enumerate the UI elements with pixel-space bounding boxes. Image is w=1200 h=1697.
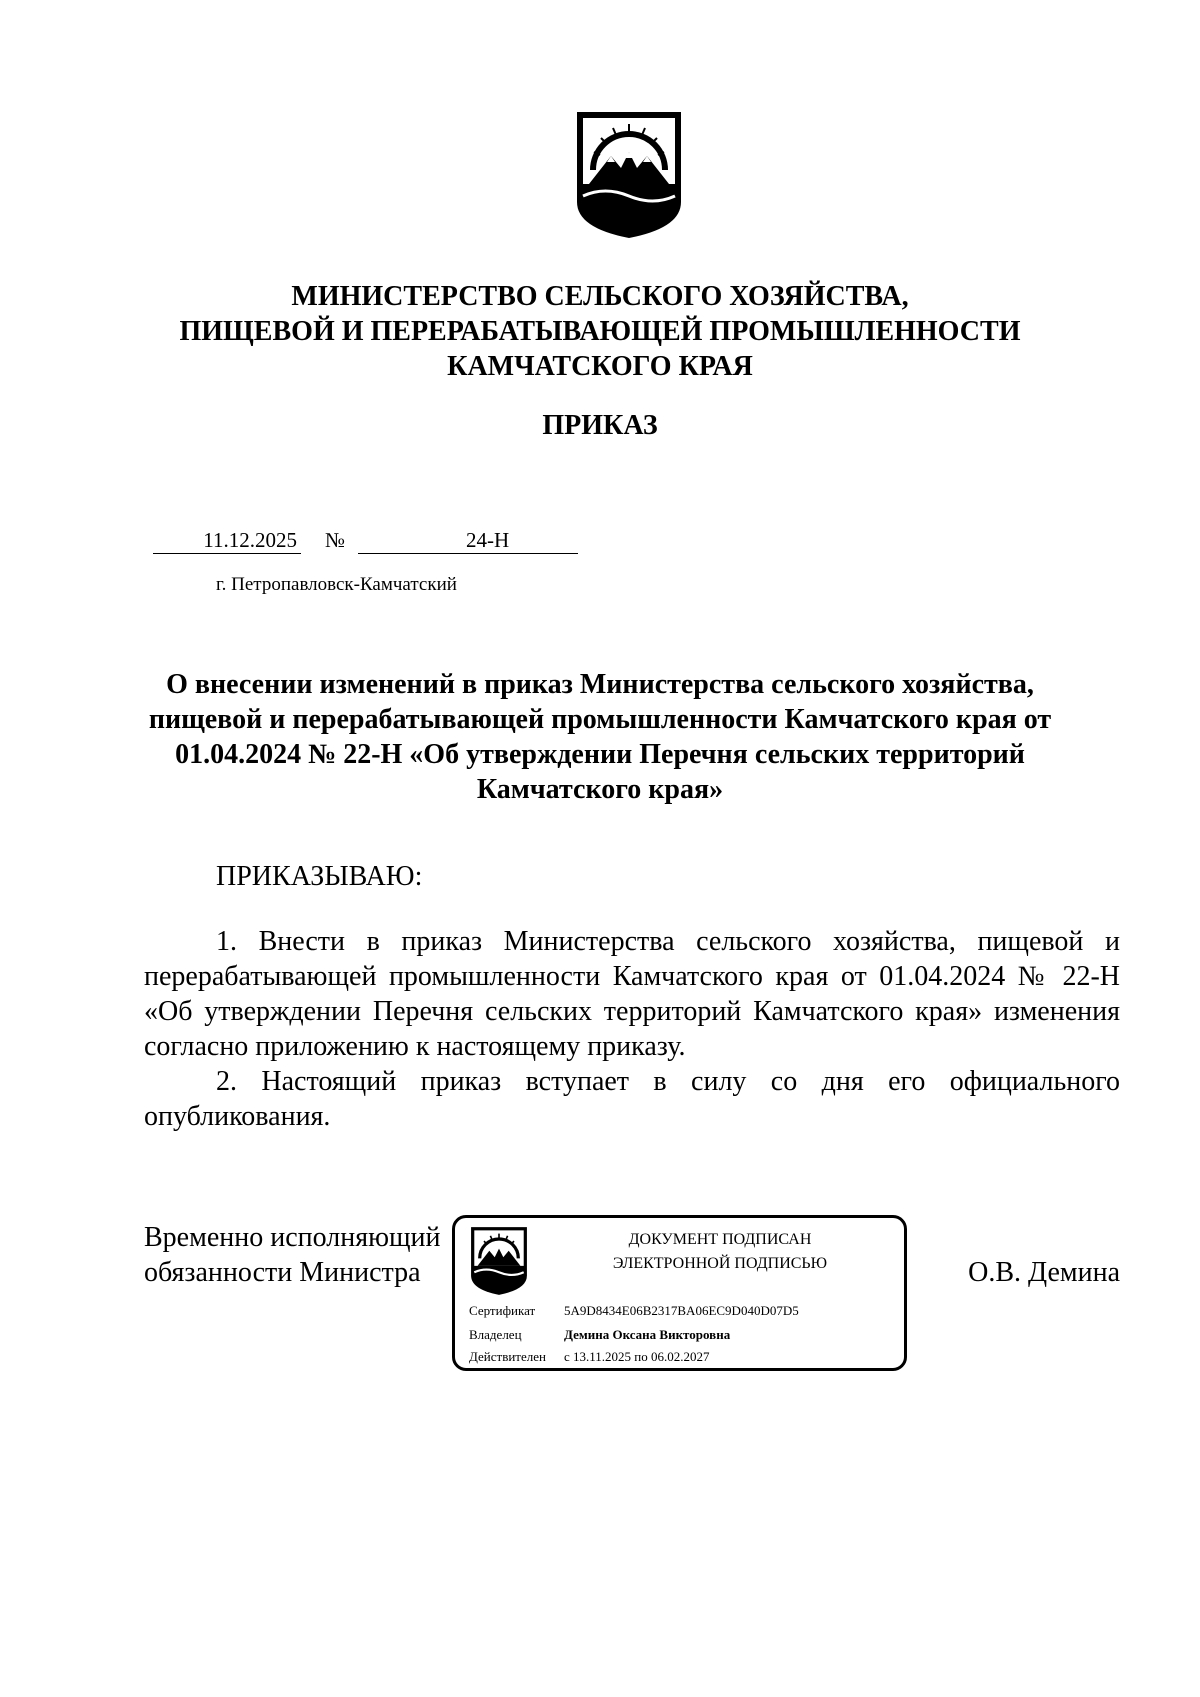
document-title	[100, 667, 1100, 807]
coat-of-arms-emblem	[575, 110, 683, 240]
stamp-heading-line-2: ЭЛЕКТРОННОЙ ПОДПИСЬЮ	[612, 1255, 828, 1272]
stamp-heading-line-1: ДОКУМЕНТ ПОДПИСАН	[628, 1231, 812, 1248]
signer-name: О.В. Демина	[968, 1257, 1120, 1288]
document-number: 24-Н	[358, 527, 578, 554]
validity-label: Действителен	[469, 1349, 546, 1364]
signer-position-line-2: обязанности Министра	[144, 1257, 421, 1288]
signer-position-line-1: Временно исполняющий	[144, 1222, 441, 1253]
number-sign: №	[325, 528, 346, 552]
order-word: ПРИКАЗЫВАЮ:	[216, 861, 423, 892]
ministry-line-1: МИНИСТЕРСТВО СЕЛЬСКОГО ХОЗЯЙСТВА,	[291, 281, 909, 312]
signer-position	[144, 1220, 441, 1290]
body-text	[144, 924, 1120, 1134]
title-line-3: 01.04.2024 № 22-Н «Об утверждении Перечня сельских территорий	[175, 739, 1025, 770]
validity-value: с 13.11.2025 по 06.02.2027	[564, 1349, 710, 1364]
ministry-line-3: КАМЧАТСКОГО КРАЯ	[447, 351, 753, 382]
title-line-1: О внесении изменений в приказ Министерства сельского хозяйства,	[166, 669, 1034, 700]
paragraph-2: 2. Настоящий приказ вступает в силу со дня его официального опубликования.	[144, 1066, 1120, 1132]
stamp-owner-row	[469, 1326, 899, 1344]
stamp-emblem-icon	[470, 1226, 528, 1296]
document-type: ПРИКАЗ	[542, 410, 658, 441]
e-signature-stamp	[452, 1215, 907, 1371]
document-date: 11.12.2025	[153, 527, 301, 554]
stamp-heading	[535, 1228, 905, 1276]
ministry-line-2: ПИЩЕВОЙ И ПЕРЕРАБАТЫВАЮЩЕЙ ПРОМЫШЛЕННОСТИ	[179, 316, 1021, 347]
paragraph-1: 1. Внести в приказ Министерства сельского хозяйства, пищевой и перерабатывающей промышленности Камчатского края от 01.04.2024 № 22-Н «Об утверждении Перечня сельских территорий Камчатского края» изменения согласно приложению к настоящему приказу.	[144, 926, 1120, 1062]
owner-value: Демина Оксана Викторовна	[564, 1327, 731, 1342]
title-line-2: пищевой и перерабатывающей промышленности Камчатского края от	[148, 704, 1052, 735]
ministry-name	[100, 279, 1100, 384]
owner-label: Владелец	[469, 1327, 522, 1342]
title-line-4: Камчатского края»	[476, 774, 724, 805]
certificate-value: 5A9D8434E06B2317BA06EC9D040D07D5	[564, 1303, 799, 1318]
stamp-validity-row	[469, 1348, 899, 1366]
city: г. Петропавловск-Камчатский	[216, 574, 457, 595]
certificate-label: Сертификат	[469, 1303, 536, 1318]
stamp-certificate-row	[469, 1302, 899, 1320]
registration-line	[153, 527, 578, 557]
